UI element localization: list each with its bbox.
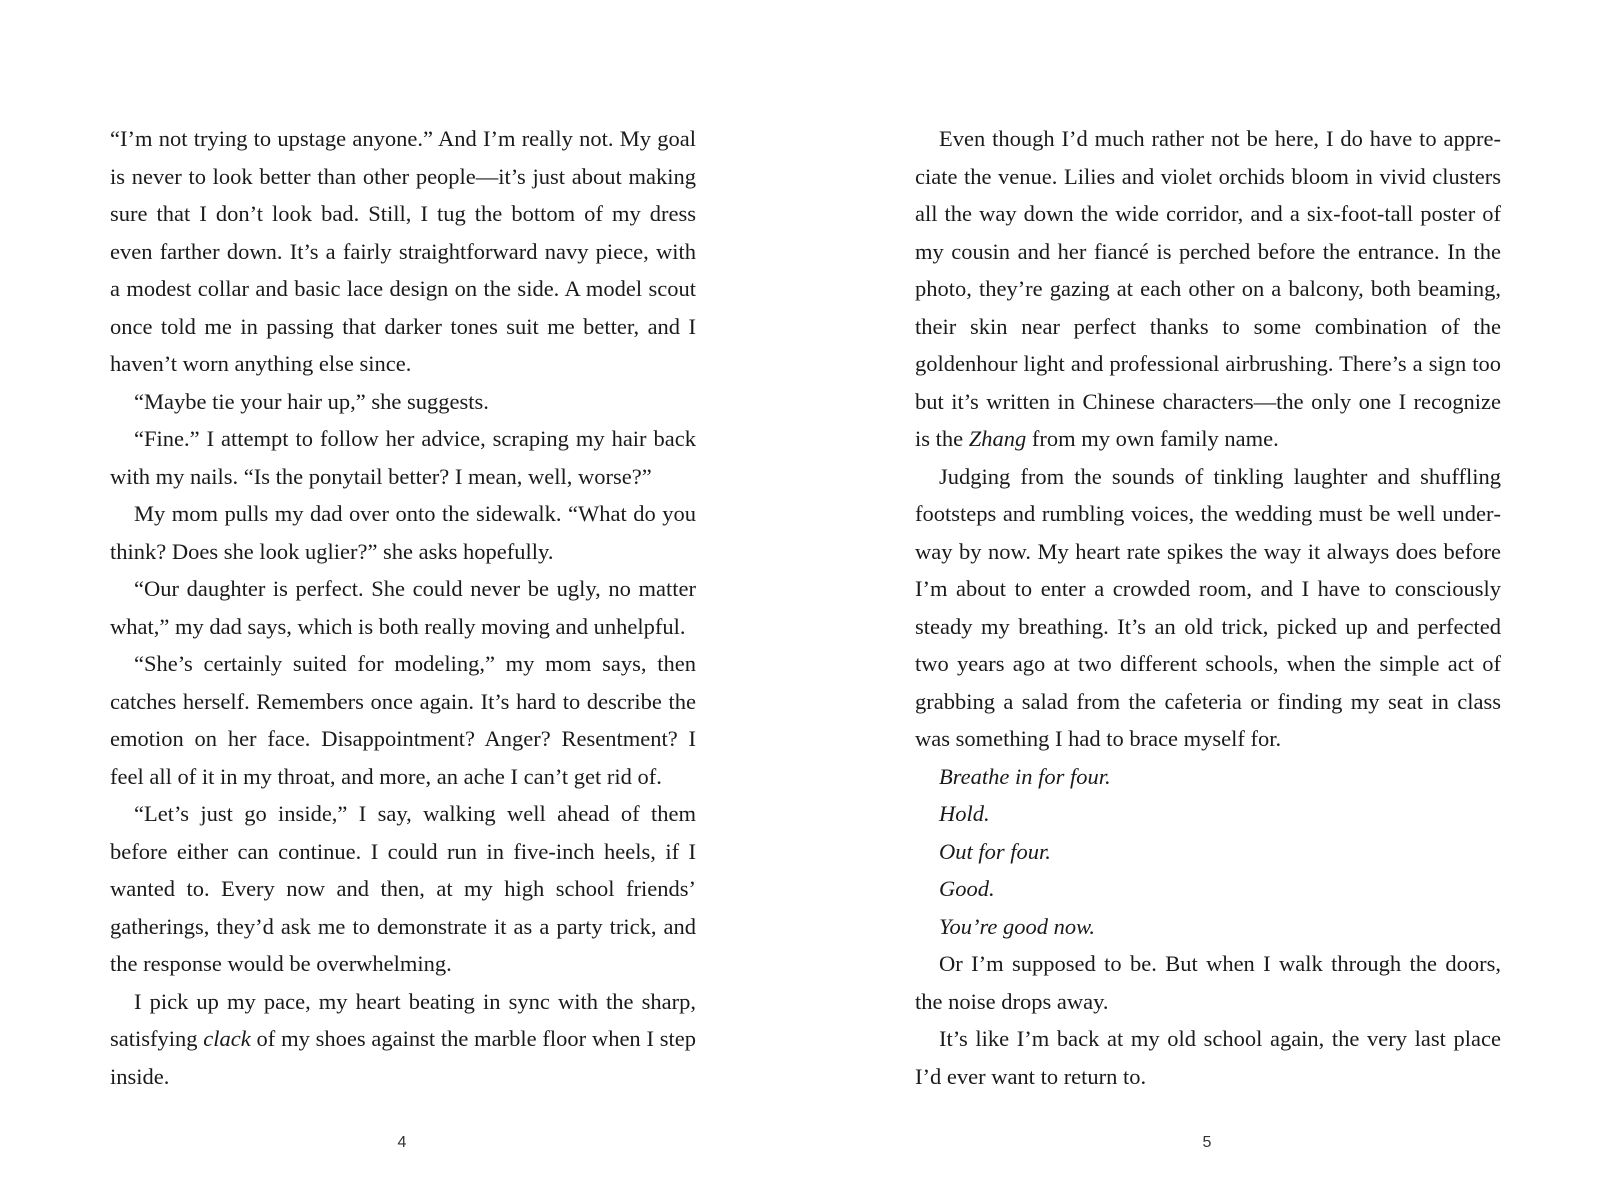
paragraph: It’s like I’m back at my old school again, the very last place I’d ever want to return to. xyxy=(915,1026,1501,1089)
paragraph: Judging from the sounds of tinkling laughter and shuffling footsteps and rumbling voices, the wedding must be well underway by now. My heart rate spikes the way it always does before I’m about to enter a crowded room, and I have to consciously steady my breathing. It’s an old trick, picked up and perfected two years ago at two different schools, when the simple act of grabbing a salad from the cafeteria or finding my seat in class was something I had to brace myself for. xyxy=(915,463,1501,751)
paragraph: “Let’s just go inside,” I say, walking well ahead of them before either can continue. I could run in five-inch heels, if I wanted to. Every now and then, at my high school friends’ gatherings, they’d ask me to demonstrate it as a party trick, and the response would be overwhelming. xyxy=(110,801,696,976)
italic-word: Zhang xyxy=(968,426,1027,451)
text-run: Even though I’d much rather not be here, I do have to appreciate the venue. Lilies and violet orchids bloom in vivid clusters all the way down the wide corridor, and a six-foot-tall poster of my cousin and her fiancé is perched before the entrance. In the photo, they’re gazing at each other on a balcony, both beaming, their skin near perfect thanks to some combination of the goldenhour light and professional airbrushing. There’s a sign too but it’s written in Chinese characters—the only one I recognize is the xyxy=(915,126,1501,451)
paragraph: “I’m not trying to upstage anyone.” And I’m really not. My goal is never to look better than other people—it’s just about making sure that I don’t look bad. Still, I tug the bottom of my dress even farther down. It’s a fairly straightforward navy piece, with a modest collar and basic lace design on the side. A model scout once told me in passing that darker tones suit me better, and I haven’t worn anything else since. xyxy=(110,126,696,376)
italic-line: You’re good now. xyxy=(939,913,1096,939)
text-run: I pick up my pace, my heart beating in sync with the sharp, satisfying xyxy=(110,988,696,1051)
paragraph: “Our daughter is perfect. She could never be ugly, no matter what,” my dad says, which is both really moving and unhelpful. xyxy=(110,576,696,639)
page-number: 4 xyxy=(397,1134,407,1151)
italic-line: Hold. xyxy=(939,801,990,826)
left-page-text xyxy=(110,120,696,1095)
text-run: from my own family name. xyxy=(1026,426,1279,451)
page-number: 5 xyxy=(1202,1134,1212,1151)
right-page-text xyxy=(915,120,1501,1095)
paragraph: “Fine.” I attempt to follow her advice, scraping my hair back with my nails. “Is the ponytail better? I mean, well, worse?” xyxy=(110,426,696,489)
italic-line: Out for four. xyxy=(939,838,1051,864)
italic-line: Good. xyxy=(939,876,995,901)
italic-word: clack xyxy=(203,1026,251,1051)
paragraph: “Maybe tie your hair up,” she suggests. xyxy=(134,388,489,414)
paragraph: “She’s certainly suited for modeling,” my mom says, then catches herself. Remembers once again. It’s hard to describe the emotion on her face. Disappointment? Anger? Resentment? I feel all of it in my throat, and more, an ache I can’t get rid of. xyxy=(110,651,696,789)
paragraph: My mom pulls my dad over onto the sidewalk. “What do you think? Does she look uglier?” she asks hopefully. xyxy=(110,501,696,564)
paragraph xyxy=(110,983,696,1096)
paragraph xyxy=(915,120,1501,458)
italic-line: Breathe in for four. xyxy=(939,763,1111,789)
paragraph: Or I’m supposed to be. But when I walk through the doors, the noise drops away. xyxy=(915,951,1501,1014)
text-run: of my shoes against the marble floor when I step inside. xyxy=(110,1026,696,1089)
